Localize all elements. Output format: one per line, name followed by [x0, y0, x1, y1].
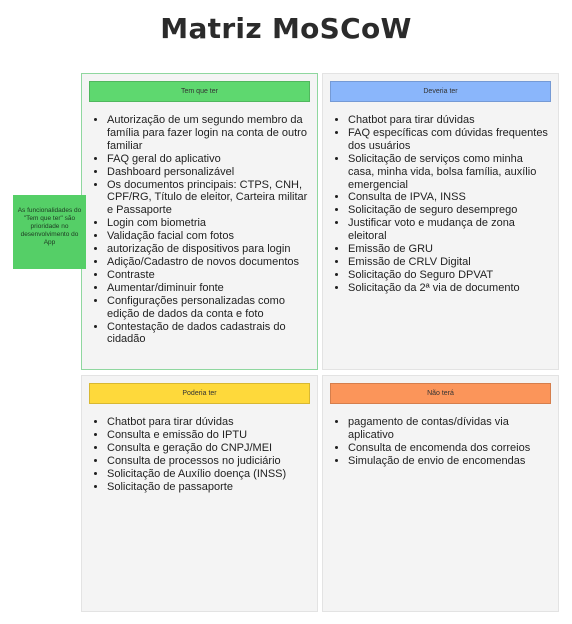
- list-item: • pagamento de contas/dívidas via aplicativo: [348, 416, 552, 442]
- quadrant-wont-have: [322, 375, 559, 612]
- list-item: • Emissão de CRLV Digital: [348, 256, 552, 269]
- quadrant-header-must-have: Tem que ter: [89, 81, 310, 102]
- list-item: • Solicitação de seguro desemprego: [348, 204, 552, 217]
- list-item: • Contestação de dados cadastrais do cidadão: [107, 321, 311, 347]
- list-item: • Simulação de envio de encomendas: [348, 455, 552, 468]
- list-item: • Consulta de IPVA, INSS: [348, 191, 552, 204]
- list-item: • Emissão de GRU: [348, 243, 552, 256]
- quadrant-header-wont-have: Não terá: [330, 383, 551, 404]
- list-item: • Solicitação da 2ª via de documento: [348, 282, 552, 295]
- quadrant-must-have: [81, 73, 318, 370]
- list-item: • Aumentar/diminuir fonte: [107, 282, 311, 295]
- list-item: • Chatbot para tirar dúvidas: [107, 416, 311, 429]
- list-item: • FAQ específicas com dúvidas frequentes dos usuários: [348, 127, 552, 153]
- quadrant-could-have: [81, 375, 318, 612]
- list-item: • Adição/Cadastro de novos documentos: [107, 256, 311, 269]
- list-item: • Chatbot para tirar dúvidas: [348, 114, 552, 127]
- list-item: • Configurações personalizadas como edição de dados da conta e foto: [107, 295, 311, 321]
- list-item: • Validação facial com fotos: [107, 230, 311, 243]
- list-item: • Autorização de um segundo membro da família para fazer login na conta de outro familiar: [107, 114, 311, 153]
- list-item: • Justificar voto e mudança de zona eleitoral: [348, 217, 552, 243]
- item-list-should-have: [330, 114, 552, 295]
- list-item: • FAQ geral do aplicativo: [107, 153, 311, 166]
- list-item: • Consulta e geração do CNPJ/MEI: [107, 442, 311, 455]
- item-list-wont-have: [330, 416, 552, 468]
- list-item: • Contraste: [107, 269, 311, 282]
- list-item: • Solicitação de serviços como minha casa, minha vida, bolsa família, auxílio emergencial: [348, 153, 552, 192]
- list-item: • Solicitação de Auxílio doença (INSS): [107, 468, 311, 481]
- item-list-must-have: [89, 114, 311, 346]
- list-item: • Solicitação do Seguro DPVAT: [348, 269, 552, 282]
- list-item: • autorização de dispositivos para login: [107, 243, 311, 256]
- quadrant-should-have: [322, 73, 559, 370]
- list-item: • Solicitação de passaporte: [107, 481, 311, 494]
- list-item: • Os documentos principais: CTPS, CNH, CPF/RG, Título de eleitor, Carteira militar e Passaporte: [107, 179, 311, 218]
- sticky-note: As funcionalidades do "Tem que ter" são prioridade no desenvolvimento do App: [13, 195, 86, 269]
- item-list-could-have: [89, 416, 311, 493]
- quadrant-header-should-have: Deveria ter: [330, 81, 551, 102]
- list-item: • Consulta e emissão do IPTU: [107, 429, 311, 442]
- page-title: Matriz MoSCoW: [160, 12, 412, 45]
- list-item: • Dashboard personalizável: [107, 166, 311, 179]
- quadrant-header-could-have: Poderia ter: [89, 383, 310, 404]
- list-item: • Consulta de processos no judiciário: [107, 455, 311, 468]
- list-item: • Login com biometria: [107, 217, 311, 230]
- list-item: • Consulta de encomenda dos correios: [348, 442, 552, 455]
